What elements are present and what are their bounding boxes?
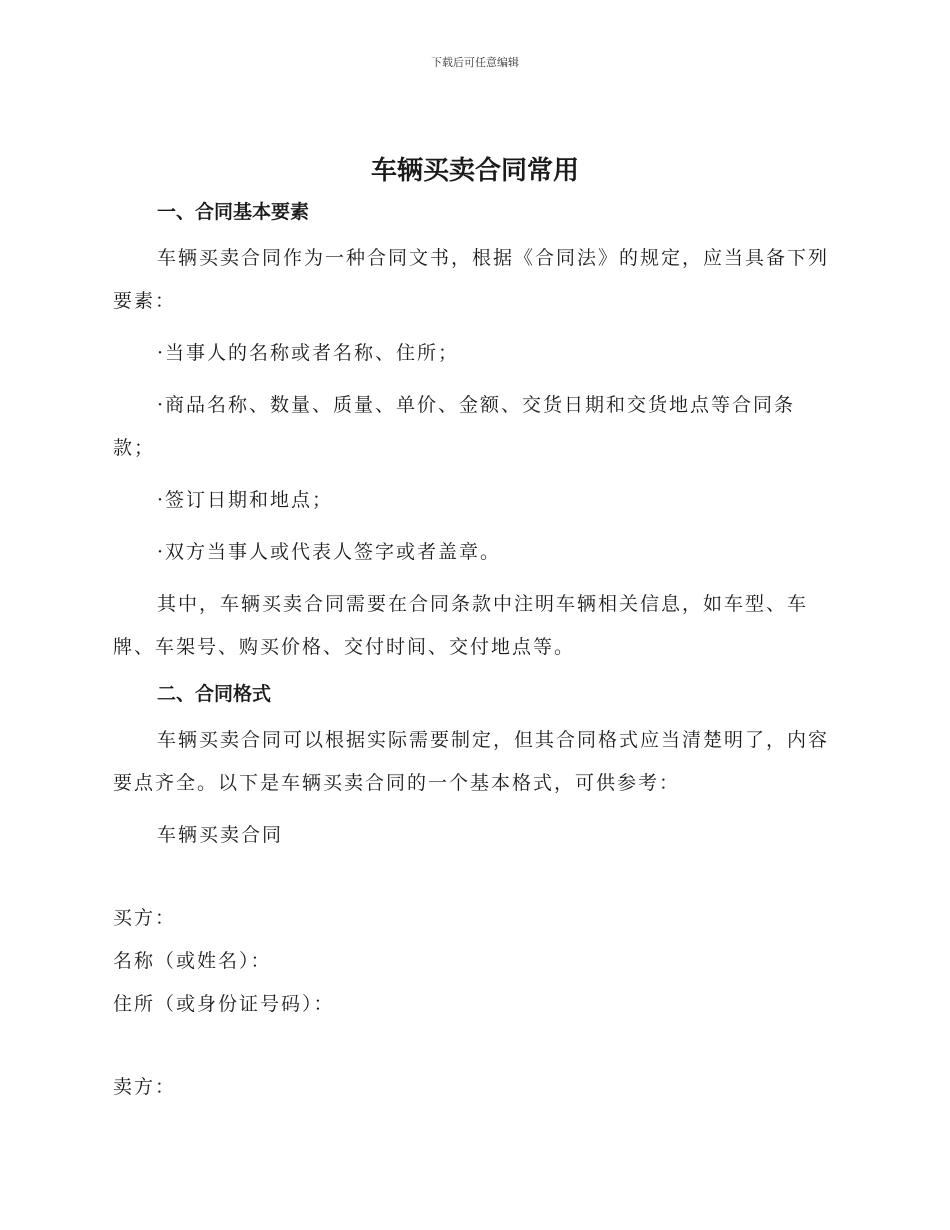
section-heading-basic-elements: 一、合同基本要素 [157, 201, 310, 223]
bullet-item: ·商品名称、数量、质量、单价、金额、交货日期和交货地点等合同条款； [113, 394, 796, 459]
bullet-item: ·签订日期和地点； [157, 489, 334, 511]
seller-label: 卖方： [113, 1076, 177, 1098]
page-header-note: 下载后可任意编辑 [431, 56, 519, 69]
buyer-label: 买方： [113, 907, 177, 929]
buyer-address-label: 住所（或身份证号码）： [113, 993, 335, 1015]
bullet-item: ·双方当事人或代表人签字或者盖章。 [157, 541, 502, 563]
bullet-item: ·当事人的名称或者名称、住所； [157, 342, 460, 364]
document-title: 车辆买卖合同常用 [370, 156, 579, 186]
document-body [113, 196, 831, 1109]
section-intro-paragraph: 车辆买卖合同作为一种合同文书，根据《合同法》的规定，应当具备下列要素： [113, 247, 830, 312]
buyer-name-label: 名称（或姓名）： [113, 950, 272, 972]
section-heading-contract-format: 二、合同格式 [157, 683, 272, 705]
contract-template-title: 车辆买卖合同 [157, 824, 284, 846]
vehicle-info-note-paragraph: 其中，车辆买卖合同需要在合同条款中注明车辆相关信息，如车型、车牌、车架号、购买价格、交付时间、交付地点等。 [113, 593, 809, 658]
format-intro-paragraph: 车辆买卖合同可以根据实际需要制定，但其合同格式应当清楚明了，内容要点齐全。以下是车辆买卖合同的一个基本格式，可供参考： [113, 729, 830, 794]
